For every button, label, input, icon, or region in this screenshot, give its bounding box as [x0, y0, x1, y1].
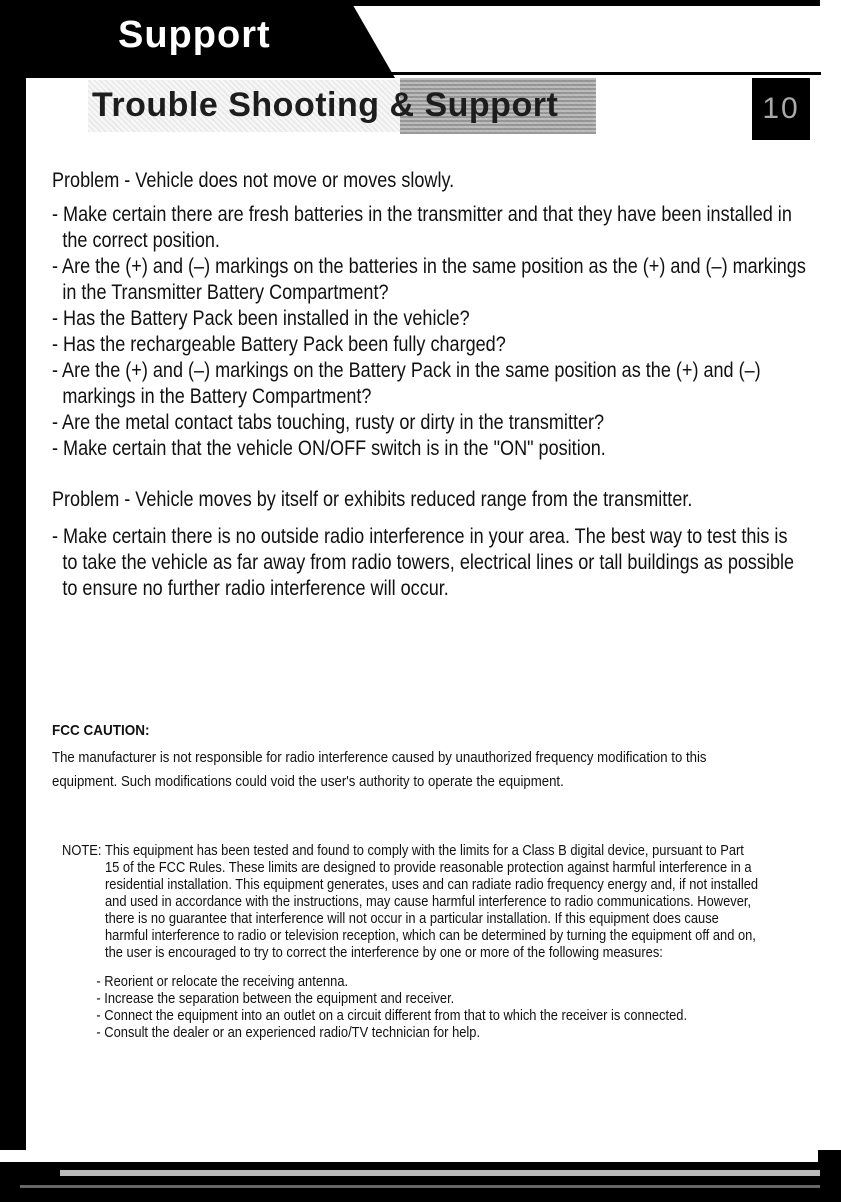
page-number-badge: 10: [752, 78, 810, 140]
section-label: Support: [118, 14, 271, 56]
fcc-caution-heading: FCC CAUTION:: [52, 722, 150, 739]
list-item: - Consult the dealer or an experienced radio/TV technician for help.: [96, 1024, 481, 1041]
fcc-note: [62, 842, 759, 1041]
list-item: - Make certain there is no outside radio interference in your area. The best way to test this is to take the vehicle as far away from radio towers, electrical lines or tall buildings as possible to ensure no further radio interference will occur.: [52, 525, 795, 600]
list-item: - Reorient or relocate the receiving antenna.: [96, 973, 349, 990]
left-border: [0, 78, 26, 1150]
problem-heading-2: Problem - Vehicle moves by itself or exhibits reduced range from the transmitter.: [52, 488, 693, 511]
page-title: Trouble Shooting & Support: [92, 86, 559, 124]
problem-1-list: [52, 202, 841, 462]
note-label: NOTE:: [62, 842, 102, 859]
header-divider: [26, 72, 821, 75]
bottom-highlight-line: [20, 1185, 820, 1188]
bottom-border: [0, 1162, 841, 1202]
list-item: - Increase the separation between the equipment and receiver.: [96, 990, 455, 1007]
measures-list: [96, 973, 758, 1041]
note-body: This equipment has been tested and found to comply with the limits for a Class B digital device, pursuant to Part 15 of the FCC Rules. These limits are designed to provide reasonable protection against harmful interference in a residential installation. This equipment generates, uses and can radiate radio frequency energy and, if not installed and used in accordance with the instructions, may cause harmful interference to radio communications. However, there is no guarantee that interference will not occur in a particular installation. If this equipment does cause harmful interference to radio or television reception, which can be determined by turning the equipment off and on, the user is encouraged to try to correct the interference by one or more of the following measures:: [105, 842, 759, 961]
list-item: - Connect the equipment into an outlet on a circuit different from that to which the receiver is connected.: [96, 1007, 688, 1024]
list-item: - Are the (+) and (–) markings on the Battery Pack in the same position as the (+) and (–) markings in the Battery Compartment?: [52, 359, 761, 408]
problem-heading-1: Problem - Vehicle does not move or moves slowly.: [52, 169, 455, 192]
list-item: - Are the metal contact tabs touching, rusty or dirty in the transmitter?: [52, 411, 605, 434]
list-item: - Has the rechargeable Battery Pack been fully charged?: [52, 333, 506, 356]
list-item: - Make certain there are fresh batteries in the transmitter and that they have been installed in the correct position.: [52, 203, 792, 252]
list-item: - Make certain that the vehicle ON/OFF switch is in the "ON" position.: [52, 437, 606, 460]
problem-2-list: [52, 524, 841, 602]
fcc-caution-text: The manufacturer is not responsible for radio interference caused by unauthorized frequency modification to this equipment. Such modifications could void the user's authority to operate the equipment.: [52, 749, 707, 790]
bottom-highlight: [60, 1170, 820, 1176]
list-item: - Has the Battery Pack been installed in the vehicle?: [52, 307, 470, 330]
list-item: - Are the (+) and (–) markings on the batteries in the same position as the (+) and (–) markings in the Transmitter Battery Compartment?: [52, 255, 806, 304]
